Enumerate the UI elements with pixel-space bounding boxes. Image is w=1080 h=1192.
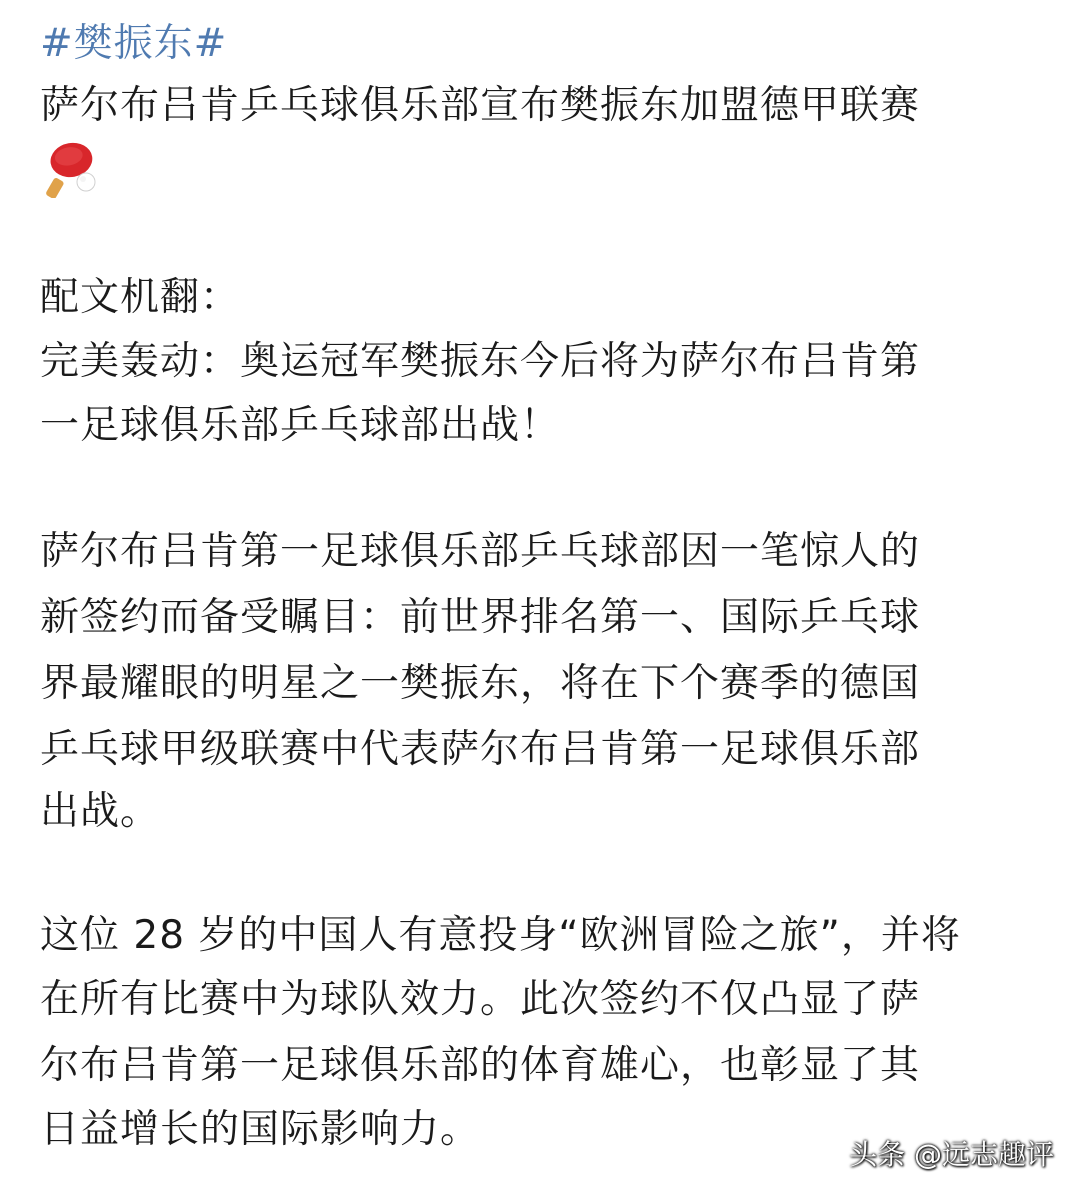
paragraph-line: 新签约而备受瞩目：前世界排名第一、国际乒乓球: [40, 595, 921, 640]
paragraph-line: 尔布吕肯第一足球俱乐部的体育雄心，也彰显了其: [40, 1043, 921, 1088]
watermark: 头条 @远志趣评: [849, 1138, 1054, 1171]
paragraph-line: 这位 28 岁的中国人有意投身“欧洲冒险之旅”，并将: [40, 913, 961, 958]
translation-line: 完美轰动：奥运冠军樊振东今后将为萨尔布吕肯第: [40, 339, 921, 384]
paragraph-line: 萨尔布吕肯第一足球俱乐部乒乓球部因一笔惊人的: [40, 529, 921, 574]
headline: 萨尔布吕肯乒乓球俱乐部宣布樊振东加盟德甲联赛: [40, 83, 921, 128]
paragraph-line: 乒乓球甲级联赛中代表萨尔布吕肯第一足球俱乐部: [40, 727, 921, 772]
paragraph-line: 在所有比赛中为球队效力。此次签约不仅凸显了萨: [40, 977, 921, 1022]
paragraph-line: 出战。: [40, 789, 161, 834]
paragraph-line: 日益增长的国际影响力。: [40, 1107, 481, 1152]
hashtag-link[interactable]: #樊振东#: [40, 21, 228, 66]
caption-label: 配文机翻：: [40, 275, 241, 320]
paragraph-line: 界最耀眼的明星之一樊振东，将在下个赛季的德国: [40, 661, 921, 706]
translation-line: 一足球俱乐部乒乓球部出战！: [40, 403, 561, 448]
ping-pong-paddle-icon: [42, 140, 102, 198]
